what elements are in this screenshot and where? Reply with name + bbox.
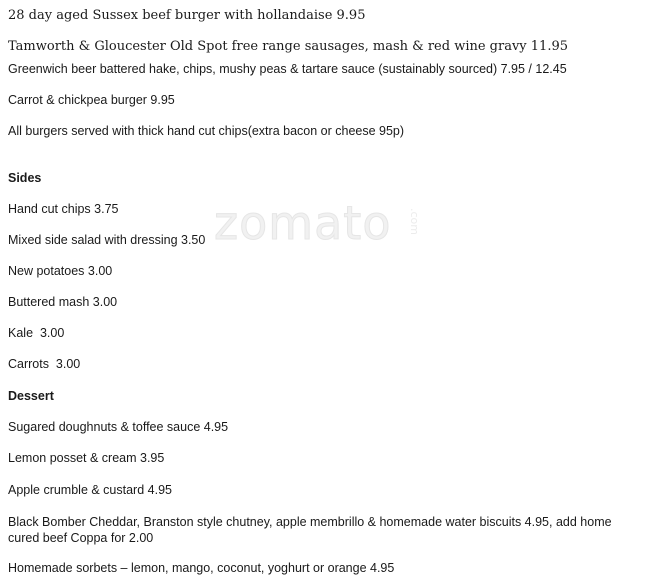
menu-item-chickpea-burger: Carrot & chickpea burger 9.95	[8, 93, 175, 107]
side-item-buttered-mash: Buttered mash 3.00	[8, 295, 118, 309]
dessert-item-cheese-board: Black Bomber Cheddar, Branston style chutney, apple membrillo & homemade water biscuits 4.95, add home cured beef Coppa for 2.00	[8, 515, 612, 545]
dessert-item-apple-crumble: Apple crumble & custard 4.95	[8, 483, 172, 497]
section-heading-dessert: Dessert	[8, 389, 54, 403]
side-item-new-potatoes: New potatoes 3.00	[8, 264, 113, 278]
zomato-watermark: zomato	[214, 196, 392, 250]
side-item-carrots: Carrots 3.00	[8, 357, 81, 371]
side-item-kale: Kale 3.00	[8, 326, 65, 340]
section-heading-sides: Sides	[8, 171, 42, 185]
zomato-watermark-suffix: .com	[408, 208, 421, 235]
dessert-item-sorbets: Homemade sorbets – lemon, mango, coconut, yoghurt or orange 4.95	[8, 561, 395, 575]
side-item-salad: Mixed side salad with dressing 3.50	[8, 233, 206, 247]
dessert-item-doughnuts: Sugared doughnuts & toffee sauce 4.95	[8, 420, 229, 434]
menu-item-hake: Greenwich beer battered hake, chips, mushy peas & tartare sauce (sustainably sourced) 7.95 / 12.45	[8, 62, 567, 76]
menu-item-sausages: Tamworth & Gloucester Old Spot free range sausages, mash & red wine gravy 11.95	[8, 39, 568, 54]
menu-note-burgers: All burgers served with thick hand cut chips(extra bacon or cheese 95p)	[8, 124, 405, 138]
side-item-chips: Hand cut chips 3.75	[8, 202, 119, 216]
dessert-item-lemon-posset: Lemon posset & cream 3.95	[8, 451, 165, 465]
menu-item-beef-burger: 28 day aged Sussex beef burger with hollandaise 9.95	[8, 8, 366, 23]
